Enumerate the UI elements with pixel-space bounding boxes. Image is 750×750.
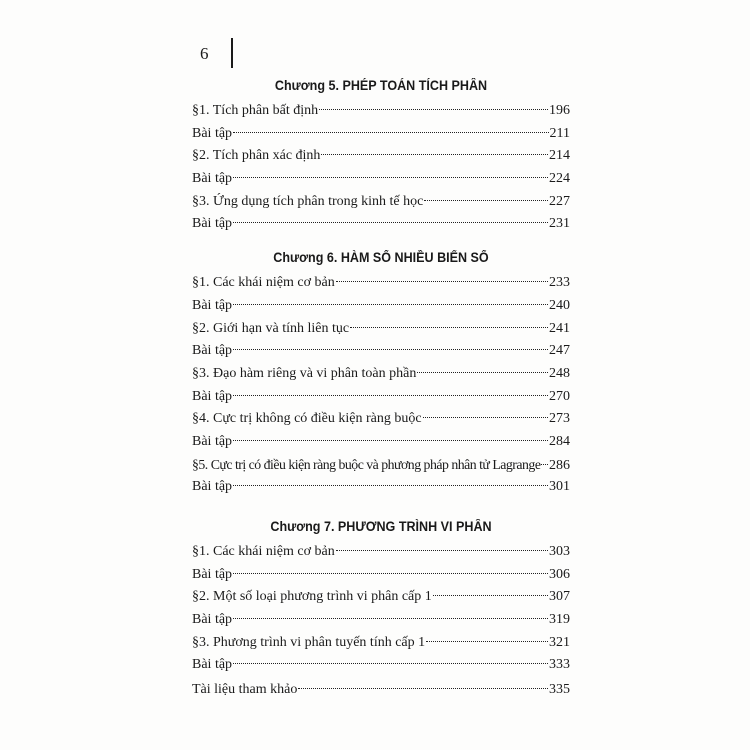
dot-leader <box>541 464 548 465</box>
chapter-5 <box>192 72 570 236</box>
entry-page: 227 <box>549 193 570 209</box>
entry-label: Bài tập <box>192 297 233 313</box>
entry-label: Bài tập <box>192 657 233 673</box>
entry-page: 306 <box>549 566 570 582</box>
entry-page: 231 <box>549 216 570 232</box>
entry-label: Bài tập <box>192 433 233 449</box>
dot-leader <box>233 485 548 486</box>
dot-leader <box>233 395 548 396</box>
toc-entry <box>192 386 570 409</box>
toc-entry <box>192 168 570 191</box>
entry-label: §4. Cực trị không có điều kiện ràng buộc <box>192 411 422 427</box>
toc-entry <box>192 213 570 236</box>
entry-label: Tài liệu tham khảo <box>192 682 298 698</box>
entry-label: Bài tập <box>192 125 233 141</box>
entry-page: 284 <box>549 433 570 449</box>
entry-label: §2. Tích phân xác định <box>192 148 321 164</box>
dot-leader <box>336 281 548 282</box>
dot-leader <box>423 417 548 418</box>
dot-leader <box>233 304 548 305</box>
entry-page: 301 <box>549 479 570 495</box>
dot-leader <box>350 327 548 328</box>
chapter-6 <box>192 244 570 499</box>
entry-label: Bài tập <box>192 171 233 187</box>
dot-leader <box>321 154 548 155</box>
toc-entry <box>192 363 570 386</box>
entry-page: 233 <box>549 275 570 291</box>
entry-label: §1. Các khái niệm cơ bản <box>192 275 335 291</box>
entry-label: Bài tập <box>192 479 233 495</box>
entry-page: 286 <box>549 457 570 473</box>
dot-leader <box>233 222 548 223</box>
toc-entry <box>192 431 570 454</box>
entry-page: 319 <box>549 612 570 628</box>
entry-page: 273 <box>549 411 570 427</box>
dot-leader <box>336 550 548 551</box>
toc-entry <box>192 340 570 363</box>
chapter-title: Chương 6. HÀM SỐ NHIỀU BIẾN SỐ <box>273 250 489 266</box>
entry-label: Bài tập <box>192 566 233 582</box>
entry-page: 307 <box>549 589 570 605</box>
entry-page: 270 <box>549 388 570 404</box>
toc-entry <box>192 541 570 564</box>
references-entry <box>192 679 570 702</box>
entry-label: §2. Giới hạn và tính liên tục <box>192 320 350 336</box>
entry-label: §1. Tích phân bất định <box>192 103 319 118</box>
entry-label: Bài tập <box>192 343 233 359</box>
header-rule <box>231 38 233 68</box>
entry-page: 335 <box>549 682 570 698</box>
entry-page: 247 <box>549 343 570 359</box>
entry-label: §3. Phương trình vi phân tuyến tính cấp 1 <box>192 634 426 650</box>
dot-leader <box>233 132 548 133</box>
entry-label: §5. Cực trị có điều kiện ràng buộc và phương pháp nhân tử Lagrange <box>192 456 541 472</box>
dot-leader <box>233 177 548 178</box>
toc-entry <box>192 654 570 677</box>
entry-page: 240 <box>549 297 570 313</box>
toc-entry <box>192 586 570 609</box>
dot-leader <box>426 641 548 642</box>
toc-entry <box>192 454 570 477</box>
entry-page: 303 <box>549 544 570 559</box>
dot-leader <box>424 200 548 201</box>
toc-entry <box>192 318 570 341</box>
toc-entry <box>192 295 570 318</box>
entry-label: §1. Các khái niệm cơ bản <box>192 544 335 559</box>
toc-entry <box>192 272 570 295</box>
entry-label: Bài tập <box>192 388 233 404</box>
entry-page: 333 <box>549 657 570 673</box>
dot-leader <box>433 595 548 596</box>
toc-entry <box>192 564 570 587</box>
toc-entry <box>192 476 570 499</box>
toc-entry <box>192 609 570 632</box>
dot-leader <box>233 349 548 350</box>
toc-entry <box>192 191 570 214</box>
toc-entry <box>192 123 570 146</box>
toc-entry <box>192 632 570 655</box>
entry-label: §3. Ứng dụng tích phân trong kinh tế học <box>192 193 424 209</box>
entry-page: 214 <box>549 148 570 164</box>
chapter-title: Chương 5. PHÉP TOÁN TÍCH PHÂN <box>274 78 488 93</box>
entry-label: Bài tập <box>192 216 233 232</box>
chapter-title: Chương 7. PHƯƠNG TRÌNH VI PHÂN <box>270 519 492 534</box>
dot-leader <box>233 618 548 619</box>
dot-leader <box>233 440 548 441</box>
dot-leader <box>319 109 548 110</box>
entry-page: 211 <box>549 125 570 141</box>
entry-label: Bài tập <box>192 612 233 628</box>
page-number: 6 <box>200 44 209 63</box>
chapter-7 <box>192 513 570 702</box>
dot-leader <box>233 573 548 574</box>
toc-entry <box>192 408 570 431</box>
entry-page: 224 <box>549 171 570 187</box>
entry-page: 321 <box>549 634 570 650</box>
toc-entry <box>192 145 570 168</box>
toc-entry <box>192 100 570 123</box>
entry-label: §2. Một số loại phương trình vi phân cấp 1 <box>192 589 432 605</box>
dot-leader <box>233 663 548 664</box>
entry-page: 196 <box>549 103 570 118</box>
entry-label: §3. Đạo hàm riêng và vi phân toàn phần <box>192 365 417 381</box>
table-of-contents <box>192 72 570 702</box>
dot-leader <box>298 688 548 689</box>
entry-page: 248 <box>549 365 570 381</box>
entry-page: 241 <box>549 320 570 336</box>
dot-leader <box>417 372 548 373</box>
